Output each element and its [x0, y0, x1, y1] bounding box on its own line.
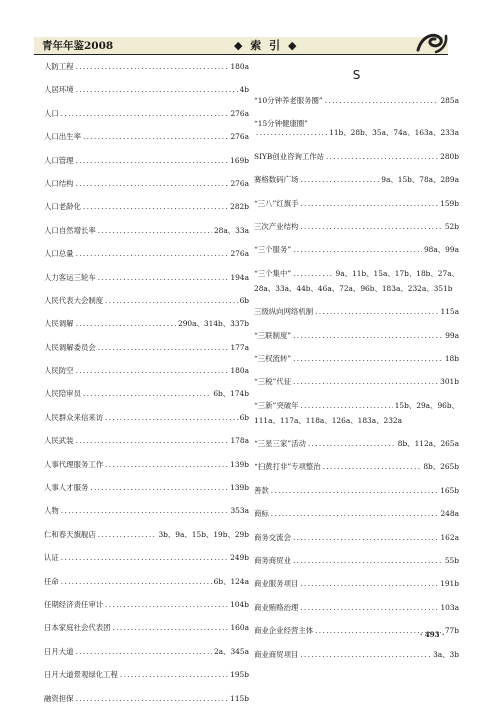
- leader-dots: [76, 319, 176, 328]
- index-term: 人物: [44, 506, 59, 516]
- index-entry: [254, 175, 459, 184]
- index-term: “扫黄打非”专项整治: [254, 462, 321, 472]
- index-entry: [44, 389, 249, 398]
- leader-dots: [105, 296, 237, 305]
- index-entry: [44, 249, 249, 258]
- index-term: 人民武装: [44, 436, 74, 446]
- leader-dots: [300, 222, 443, 231]
- leader-dots: [76, 179, 229, 188]
- index-pages: 11b、28b、35a、74a、163a、233a: [329, 128, 459, 138]
- index-pages: 191b: [440, 579, 459, 589]
- index-term: 任命: [44, 576, 59, 586]
- index-term: “三权流转”: [254, 353, 292, 363]
- index-entry: [254, 269, 459, 293]
- index-entry: [254, 354, 459, 363]
- index-entry: [44, 132, 249, 141]
- yearbook-logo-icon: [414, 28, 450, 56]
- index-entry: [254, 96, 459, 105]
- index-pages: 18b: [444, 353, 459, 363]
- leader-dots: [120, 670, 228, 679]
- index-term: 人力客运三轮车: [44, 272, 96, 282]
- index-term: “三联制度”: [254, 330, 292, 340]
- index-column-right: [254, 62, 459, 673]
- leader-dots: [300, 603, 438, 612]
- index-entry: [44, 670, 249, 679]
- index-term: 日月大道: [44, 646, 74, 656]
- index-pages: 104b: [230, 599, 249, 609]
- index-term: 人口出生率: [44, 132, 81, 142]
- leader-dots: [256, 128, 327, 137]
- index-pages: 165b: [440, 485, 459, 495]
- index-term: 人民调解委员会: [44, 342, 96, 352]
- index-pages: 162a: [440, 532, 459, 542]
- leader-dots: [98, 343, 229, 352]
- leader-dots: [83, 389, 211, 398]
- index-entry: [44, 600, 249, 609]
- index-pages: 177a: [230, 342, 249, 352]
- index-pages: 2a、345a: [213, 646, 249, 656]
- leader-dots: [293, 556, 443, 565]
- index-entry: [44, 366, 249, 375]
- index-pages: 178a: [230, 436, 249, 446]
- index-term: 融资担保: [44, 693, 74, 703]
- leader-dots: [61, 577, 212, 586]
- index-pages: 9a、11b、15a、17b、18b、27a、: [335, 268, 459, 278]
- leader-dots: [105, 413, 237, 422]
- index-column-left: [44, 62, 249, 717]
- leader-dots: [293, 331, 443, 340]
- index-entry: [44, 413, 249, 422]
- index-term: “三星三家”活动: [254, 439, 306, 449]
- index-entry: [44, 577, 249, 586]
- index-term: 人口自然增长率: [44, 225, 96, 235]
- index-entry: [44, 623, 249, 632]
- index-pages: 103a: [440, 602, 459, 612]
- leader-dots: [293, 354, 443, 363]
- index-term: 人民陪审员: [44, 389, 81, 399]
- leader-dots: [301, 401, 393, 410]
- index-pages: 3a、3b: [433, 649, 459, 659]
- index-pages: 160a: [230, 623, 249, 633]
- index-term: 商业企业经营主体: [254, 626, 314, 636]
- leader-dots: [300, 175, 379, 184]
- index-entry: [254, 377, 459, 386]
- index-pages: 159b: [440, 198, 459, 208]
- index-term: 三级纵向网络机制: [254, 307, 314, 317]
- index-pages: 301b: [440, 377, 459, 387]
- index-entry: [44, 530, 249, 539]
- section-title: ◆ 索 引 ◆: [234, 39, 299, 52]
- index-term: 人居环境: [44, 85, 74, 95]
- leader-dots: [83, 132, 229, 141]
- page-header: [34, 37, 448, 55]
- leader-dots: [76, 647, 212, 656]
- index-term: “三个集中”: [254, 268, 292, 278]
- index-pages: 276a: [230, 249, 249, 259]
- index-term: 人口老龄化: [44, 202, 81, 212]
- index-pages: 115a: [440, 307, 459, 317]
- index-term: 商务商贸业: [254, 556, 291, 566]
- index-term: “三八”红旗手: [254, 198, 299, 208]
- leader-dots: [76, 249, 229, 258]
- index-term: 商务交流会: [254, 532, 291, 542]
- leader-dots: [300, 579, 438, 588]
- leader-dots: [271, 486, 438, 495]
- index-entry: [254, 401, 459, 425]
- index-pages: 77b: [444, 626, 459, 636]
- index-pages: 115b: [230, 693, 249, 703]
- index-pages: 195b: [230, 670, 249, 680]
- section-letter: S: [352, 68, 361, 82]
- index-pages: 169b: [230, 155, 249, 165]
- index-pages: 6b、174b: [213, 389, 249, 399]
- leader-dots: [90, 483, 228, 492]
- index-term: 商业服务项目: [254, 579, 299, 589]
- index-pages: 285a: [440, 96, 459, 105]
- index-pages: 98a、99a: [423, 245, 459, 255]
- leader-dots: [61, 553, 228, 562]
- leader-dots: [76, 62, 229, 71]
- index-term: 人防工程: [44, 62, 74, 71]
- index-entry: [44, 226, 249, 235]
- index-term: 人民群众来信来访: [44, 412, 104, 422]
- index-entry: [44, 553, 249, 562]
- leader-dots: [61, 109, 229, 118]
- index-entry: [44, 694, 249, 703]
- index-term: 日月大道景观绿化工程: [44, 670, 118, 680]
- index-pages: 4b: [239, 85, 249, 95]
- index-entry: [44, 296, 249, 305]
- index-pages: 6b: [239, 412, 249, 422]
- index-term: 商业贿赂治理: [254, 602, 299, 612]
- index-pages: 139b: [230, 459, 249, 469]
- index-entry: [44, 62, 249, 71]
- index-term: 人事代理服务工作: [44, 459, 104, 469]
- index-term: SIYB创业咨询工作站: [254, 151, 325, 161]
- index-entry: [254, 603, 459, 612]
- index-entry: [44, 436, 249, 445]
- index-term: 人口结构: [44, 178, 74, 188]
- index-term: “10分钟养老服务圈”: [254, 96, 323, 105]
- index-entry: [254, 556, 459, 565]
- yearbook-title: 青年年鉴2008: [42, 40, 114, 52]
- index-pages: 180a: [230, 62, 249, 71]
- index-entry: [44, 343, 249, 352]
- leader-dots: [315, 307, 438, 316]
- index-pages: 6b: [239, 295, 249, 305]
- index-pages: 280b: [440, 151, 459, 161]
- index-term: “三个服务”: [254, 245, 292, 255]
- leader-dots: [293, 269, 333, 278]
- leader-dots: [98, 530, 157, 539]
- index-entry: [44, 319, 249, 328]
- index-entry: [254, 119, 459, 137]
- index-pages-continued: 111a、117a、118a、126a、183a、232a: [254, 415, 403, 425]
- leader-dots: [61, 506, 229, 515]
- index-pages: 290a、314b、337b: [178, 319, 249, 329]
- index-entry: [254, 331, 459, 340]
- leader-dots: [308, 439, 396, 448]
- index-pages: 249b: [230, 553, 249, 563]
- index-entry: [44, 273, 249, 282]
- index-entry: [44, 202, 249, 211]
- index-term: 认证: [44, 553, 59, 563]
- index-term: 人口总量: [44, 249, 74, 259]
- index-term: “三新”突破年: [254, 400, 299, 410]
- index-pages: 52b: [444, 221, 459, 231]
- leader-dots: [113, 623, 229, 632]
- leader-dots: [105, 460, 228, 469]
- index-term: 仁和春天旗舰店: [44, 529, 96, 539]
- index-pages: 248a: [440, 509, 459, 519]
- index-entry: [44, 460, 249, 469]
- index-term: 商业商贸项目: [254, 649, 299, 659]
- index-pages: 194a: [230, 272, 249, 282]
- leader-dots: [271, 509, 439, 518]
- index-entry: [44, 647, 249, 656]
- index-pages-continued: 28a、33a、44b、46a、72a、96b、183a、232a、351b: [254, 283, 453, 293]
- leader-dots: [293, 377, 438, 386]
- index-pages: 15b、29a、96b、: [394, 400, 459, 410]
- index-entry: [254, 245, 459, 254]
- index-term: 人民代表大会制度: [44, 295, 104, 305]
- index-entry: [44, 109, 249, 118]
- index-term: 人民防空: [44, 366, 74, 376]
- index-entry: [44, 179, 249, 188]
- index-pages: 276a: [230, 132, 249, 142]
- leader-dots: [293, 245, 422, 254]
- leader-dots: [301, 199, 439, 208]
- leader-dots: [76, 436, 229, 445]
- index-entry: [44, 506, 249, 515]
- leader-dots: [76, 156, 229, 165]
- index-term: 人事人才服务: [44, 483, 89, 493]
- leader-dots: [323, 462, 422, 471]
- index-entry: [254, 199, 459, 208]
- index-pages: 6b、124a: [213, 576, 249, 586]
- index-pages: 8b、112a、265a: [397, 439, 459, 449]
- index-term: 任期经济责任审计: [44, 599, 104, 609]
- leader-dots: [293, 533, 439, 542]
- leader-dots: [76, 694, 229, 703]
- index-pages: 139b: [230, 483, 249, 493]
- leader-dots: [98, 273, 229, 282]
- index-entry: [44, 85, 249, 94]
- index-pages: 282b: [230, 202, 249, 212]
- index-term: “15分钟健康圈”: [254, 119, 308, 129]
- index-term: 商标: [254, 509, 269, 519]
- index-entry: [254, 152, 459, 161]
- index-term: 人民调解: [44, 319, 74, 329]
- index-entry: [44, 483, 249, 492]
- leader-dots: [76, 366, 229, 375]
- page-number: · 493 ·: [420, 630, 445, 639]
- leader-dots: [98, 226, 212, 235]
- leader-dots: [76, 85, 238, 94]
- index-pages: 353a: [230, 506, 249, 516]
- index-pages: 3b、9a、15b、19b、29b: [158, 529, 249, 539]
- index-term: 三次产业结构: [254, 221, 299, 231]
- leader-dots: [105, 600, 228, 609]
- index-term: 日本家庭社会代表团: [44, 623, 111, 633]
- index-pages: 8b、265b: [423, 462, 459, 472]
- index-pages: 276a: [230, 108, 249, 118]
- index-term: 人口管理: [44, 155, 74, 165]
- index-pages: 99a: [445, 330, 459, 340]
- index-entry: [254, 307, 459, 316]
- index-term: 善款: [254, 485, 269, 495]
- index-pages: 180a: [230, 366, 249, 376]
- index-entry: [254, 509, 459, 518]
- leader-dots: [326, 152, 438, 161]
- index-pages: 28a、33a: [213, 225, 249, 235]
- index-entry: [254, 486, 459, 495]
- index-entry: [44, 156, 249, 165]
- leader-dots: [83, 202, 228, 211]
- index-entry: [254, 222, 459, 231]
- index-entry: [254, 462, 459, 471]
- index-pages: 55b: [444, 556, 459, 566]
- index-entry: [254, 579, 459, 588]
- index-pages: 9a、15b、78a、289a: [381, 175, 459, 185]
- index-term: 赛格数码广场: [254, 175, 299, 185]
- index-pages: 276a: [230, 178, 249, 188]
- index-entry: [254, 439, 459, 448]
- index-entry: [254, 533, 459, 542]
- index-term: “三税”代征: [254, 377, 292, 387]
- leader-dots: [325, 96, 439, 105]
- index-term: 人口: [44, 108, 59, 118]
